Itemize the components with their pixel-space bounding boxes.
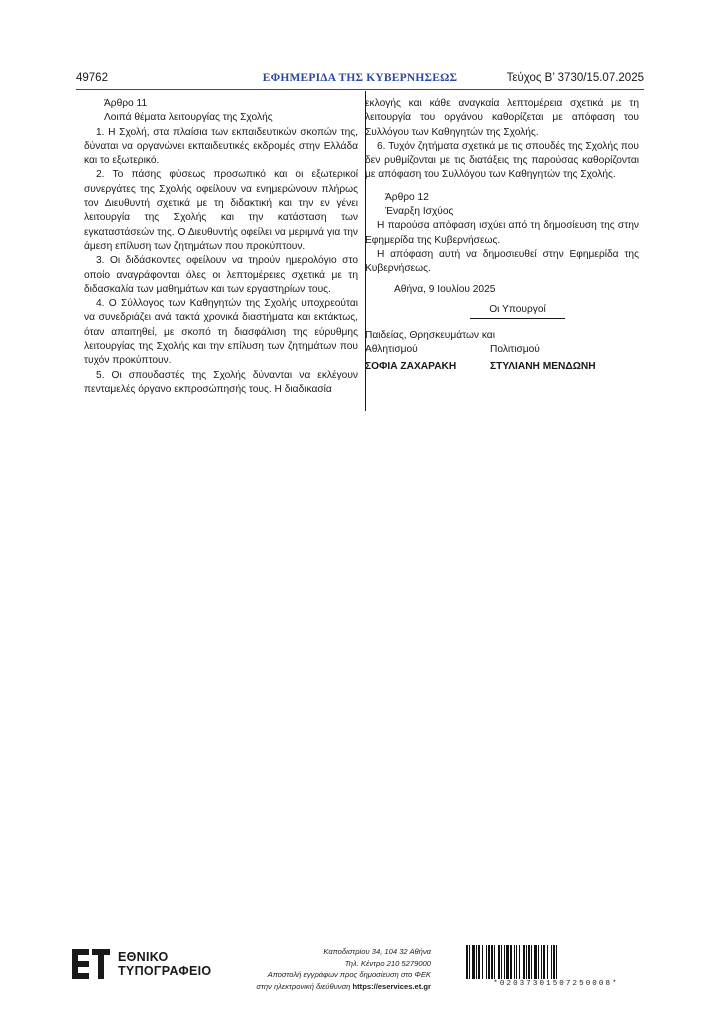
issue-reference: Τεύχος Β’ 3730/15.07.2025 (506, 72, 644, 84)
logo-line-1: ΕΘΝΙΚΟ (118, 950, 169, 964)
footer-address: Καποδιστρίου 34, 104 32 Αθήνα (323, 947, 431, 956)
page-number: 49762 (76, 72, 108, 84)
minister-1-name: ΣΟΦΙΑ ΖΑΧΑΡΑΚΗ (365, 361, 457, 373)
minister-2-name: ΣΤΥΛΙΑΝΗ ΜΕΝΔΩΝΗ (490, 361, 596, 373)
publication-paragraph: Η απόφαση αυτή να δημοσιευθεί στην Εφημερίδα της Κυβερνήσεως. (365, 248, 639, 275)
footer-phone: Τηλ. Κέντρο 210 5279000 (344, 958, 431, 968)
paragraph-4: 4. Ο Σύλλογος των Καθηγητών της Σχολής υποχρεούται να συνεδριάζει ανά τακτά χρονικά διαστήματα και εκτάκτως, όταν απαιτηθεί, με σκοπό τη διασφάλιση της εύρυθμης λειτουργίας της Σχολής και την επίλυση των ζητημάτων που τυχόν προκύπτουν. (84, 298, 358, 367)
paragraph-3: 3. Οι διδάσκοντες οφείλουν να τηρούν ημερολόγιο στο οποίο αναγράφονται όλες οι λεπτομέρειες σχετικά με τη διδασκαλία των μαθημάτων και των εργαστηρίων τους. (84, 255, 358, 295)
header-rule (76, 89, 644, 90)
footer-web-prefix: στην ηλεκτρονική διεύθυνση (256, 981, 351, 991)
barcode-bar (557, 945, 559, 979)
barcode-number: *02037301507250008* (493, 980, 619, 988)
minister-2-role: Πολιτισμού (490, 344, 540, 356)
barcode-bars (466, 945, 646, 979)
barcode (466, 945, 646, 989)
gazette-title: ΕΦΗΜΕΡΙΔΑ ΤΗΣ ΚΥΒΕΡΝΗΣΕΩΣ (262, 72, 458, 84)
national-printing-office-logo (72, 946, 212, 986)
paragraph-1: 1. Η Σχολή, στα πλαίσια των εκπαιδευτικών σκοπών της, δύναται να οργανώνει εκπαιδευτικές εκδρομές στην Ελλάδα και το εξωτερικό. (84, 126, 358, 167)
minister-roles (365, 329, 639, 357)
minister-1-role: Παιδείας, Θρησκευμάτων και Αθλητισμού (365, 330, 495, 356)
left-column (84, 97, 358, 397)
logo-text (118, 950, 211, 978)
signatories-title: Οι Υπουργοί (470, 303, 565, 319)
page-header (76, 72, 644, 88)
article-11-title: Άρθρο 11 (104, 98, 148, 109)
article-11-subtitle: Λοιπά θέματα λειτουργίας της Σχολής (104, 112, 273, 124)
minister-names (365, 360, 639, 376)
et-logo-icon (72, 949, 110, 979)
footer-submission: Αποστολή εγγράφων προς δημοσίευση στο ΦΕΚ (267, 970, 431, 980)
footer-web-link[interactable]: https://eservices.et.gr (352, 981, 431, 991)
paragraph-6: 6. Τυχόν ζητήματα σχετικά με τις σπουδές της Σχολής που δεν ρυθμίζονται με τις διατάξεις της παρούσας καθορίζονται με απόφαση του Συλλόγου των Καθηγητών της Σχολής. (365, 140, 639, 181)
signing-date: Αθήνα, 9 Ιουλίου 2025 (394, 283, 496, 295)
footer-contact (256, 946, 431, 992)
article-12-title: Άρθρο 12 (385, 191, 429, 203)
paragraph-5-continuation: εκλογής και κάθε αναγκαία λεπτομέρεια σχετικά με τη λειτουργία του οργάνου καθορίζεται με απόφαση του Συλλόγου των Καθηγητών της Σχολής. (365, 98, 639, 138)
paragraph-2: 2. Το πάσης φύσεως προσωπικό και οι εξωτερικοί συνεργάτες της Σχολής οφείλουν να ενημερώνουν πλήρως τον Διευθυντή σχετικά με τη διδακτική και την εν γένει λειτουργία της Σχολής και την κατάσταση των εγκαταστάσεών της. Ο Διευθυντής οφείλει να μεριμνά για την άμεση επίλυση των ζητημάτων που προκύπτουν. (84, 169, 358, 252)
paragraph-5: 5. Οι σπουδαστές της Σχολής δύνανται να εκλέγουν πενταμελές όργανο εκπροσώπησής τους. Η διαδικασία (84, 369, 358, 395)
right-column (365, 97, 639, 376)
article-12-subtitle: Έναρξη Ισχύος (385, 206, 454, 218)
effective-paragraph: Η παρούσα απόφαση ισχύει από τη δημοσίευση της στην Εφημερίδα της Κυβερνήσεως. (365, 220, 639, 246)
logo-line-2: ΤΥΠΟΓΡΑΦΕΙΟ (118, 964, 212, 978)
